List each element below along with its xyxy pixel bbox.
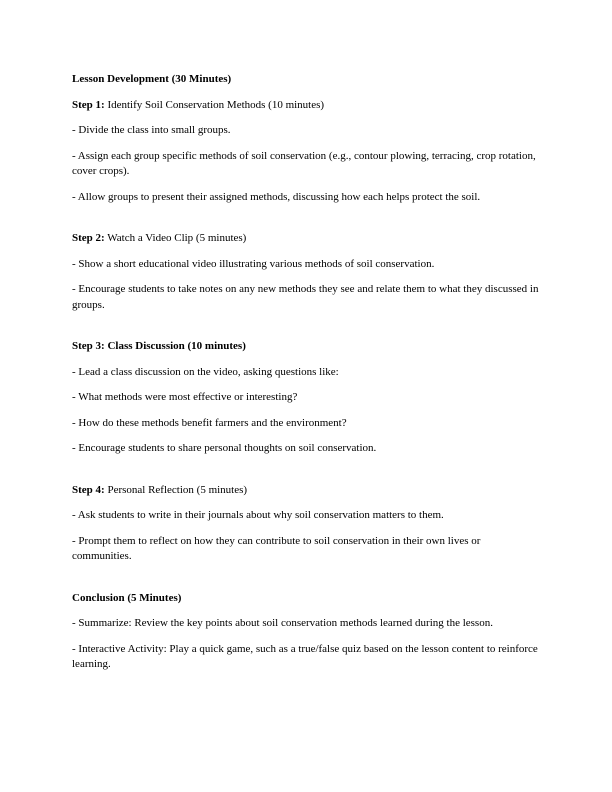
step-3-item: - What methods were most effective or interesting? <box>72 391 298 403</box>
section-spacer <box>72 215 540 231</box>
step-2-label: Step 2: <box>72 232 105 244</box>
section-spacer <box>72 575 540 591</box>
step-1-item: - Allow groups to present their assigned methods, discussing how each helps protect the soil. <box>72 190 481 203</box>
step-3-label: Step 3: Class Discussion (10 minutes) <box>72 340 246 352</box>
step-1-label: Step 1: <box>72 98 105 111</box>
step-1-item: - Divide the class into small groups. <box>72 124 231 136</box>
conclusion-item: - Interactive Activity: Play a quick game, such as a true/false quiz based on the lesson content to reinforce learning. <box>72 642 538 670</box>
step-4-label: Step 4: <box>72 483 105 496</box>
step-4-title-text: Personal Reflection (5 minutes) <box>104 483 248 496</box>
step-4-item: - Prompt them to reflect on how they can contribute to soil conservation in their own lives or communities. <box>72 534 481 562</box>
lesson-development-heading: Lesson Development (30 Minutes) <box>72 73 232 85</box>
step-2-item: - Encourage students to take notes on any new methods they see and relate them to what they discussed in groups. <box>72 283 539 311</box>
step-2-title <box>72 231 540 247</box>
step-1-title-text: Identify Soil Conservation Methods (10 minutes) <box>104 98 325 111</box>
conclusion-item: - Summarize: Review the key points about soil conservation methods learned during the lesson. <box>72 617 493 629</box>
step-3-item: - How do these methods benefit farmers and the environment? <box>72 416 347 429</box>
conclusion-heading: Conclusion (5 Minutes) <box>72 591 182 604</box>
step-3-item: - Lead a class discussion on the video, asking questions like: <box>72 365 339 378</box>
section-spacer <box>72 323 540 339</box>
step-3-title <box>72 339 540 355</box>
step-2-item: - Show a short educational video illustrating various methods of soil conservation. <box>72 257 435 270</box>
step-2-title-text: Watch a Video Clip (5 minutes) <box>104 232 247 244</box>
step-1-item: - Assign each group specific methods of soil conservation (e.g., contour plowing, terracing, crop rotation, cover crops). <box>72 149 536 177</box>
step-3-item: - Encourage students to share personal thoughts on soil conservation. <box>72 442 377 454</box>
section-spacer <box>72 467 540 483</box>
step-1-title <box>72 98 540 114</box>
document-content <box>72 72 540 683</box>
step-4-title <box>72 483 540 499</box>
step-4-item: - Ask students to write in their journals about why soil conservation matters to them. <box>72 509 444 521</box>
